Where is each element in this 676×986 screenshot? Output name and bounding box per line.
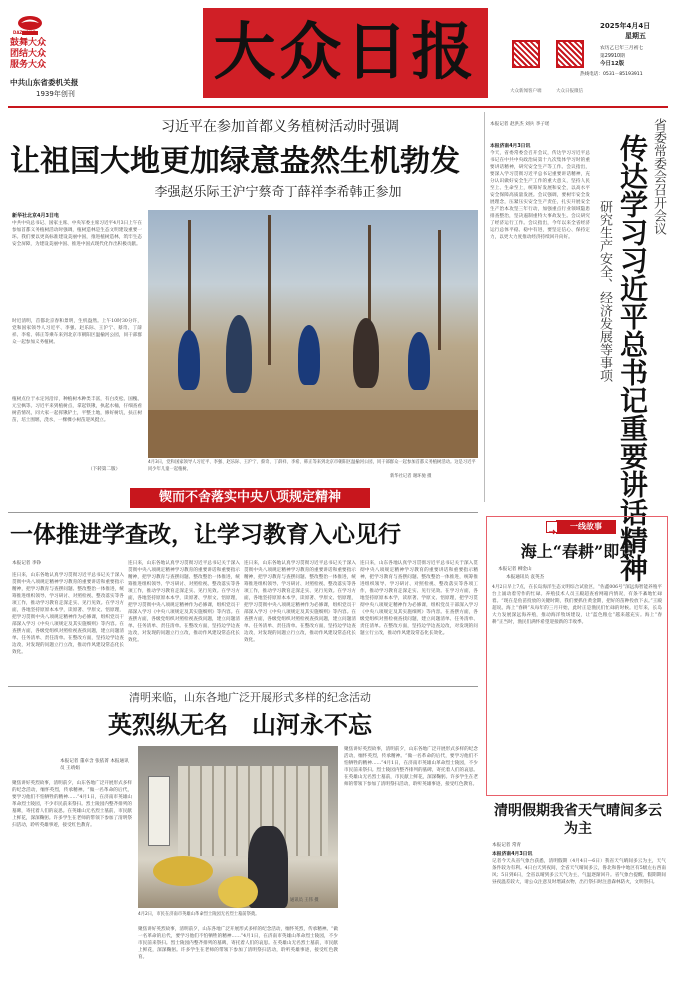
section-divider-2: [8, 686, 478, 687]
education-body-col1: 连日来，山东各地认真学习贯彻习近平总书记关于深入贯彻中央八项规定精神学习教育的重要讲话和重要指示精神，把学习教育与查摆问题、整改整治一体推进，统筹推进组织领导、学习研讨、对照检视、整改落实等各项工作，推动学习教育走深走实、见行见效。在学习方面，各地坚持原原本本学，读原著、学原文、悟原理，把学习贯彻中央八项规定精神作为必修课，组织党员干部深入学习《中央八项规定及其实施细则》等内容。在查摆方面，各级党组织对照检视查找问题，建立问题清单、任务清单、责任清单。在整改方面，坚持边学边查边改，对发现的问题立行立改，推动作风建设常态化长效化。: [12, 573, 124, 655]
weather-body: 记者今天从省气象台获悉，清明假期（4月4日—6日）我省天气晴间多云为主，天气条件较为有利。4日白天到夜间，全省天气晴间多云，鲁北和鲁中地区有5级左右西南风；5日到6日，全省以晴到多云天气为主，气温逐渐回升。省气象台提醒，假期期间昼夜温差较大，请公众注意及时增减衣物，出行祭扫时注意森林防火，文明祭扫。: [492, 859, 666, 885]
right-body: 今天，省委常委会召开会议，传达学习习近平总书记在中共中央政治局第十九次集体学习时的重要讲话精神，研究安全生产等工作。会议指出，要深入学习贯彻习近平总书记重要讲话精神，充分认识做好安全生产工作的重大意义，坚持人民至上、生命至上，统筹好发展和安全，以高水平安全保障高质量发展。会议强调，要树牢安全发展理念，压紧压实安全生产责任，扎实开展安全生产治本攻坚三年行动，加强重点行业领域隐患排查整治，坚决遏制重特大事故发生。会议研究了经济运行工作。会议指出，今年以来全省经济运行总体平稳、稳中有进，要坚定信心、保持定力，以更大力度推动经济持续回升向好。: [490, 151, 590, 240]
qr-code-app-icon: [512, 40, 540, 68]
slogan-3: 服务大众: [10, 60, 47, 70]
martyrs-body-col3: 聚焦讲好英烈故事，清明前夕，山东各地广泛开展形式多样的纪念活动，缅怀英烈，传承精神。“做一名革命的后代，要学习他们不怕牺牲的精神……”4月1日，在济南市英雄山革命烈士陵园，不少市民前来祭扫。烈士陵园内整齐排列的墓碑，寄托着人们的哀思。在英雄山无名烈士墓前，市民献上鲜花，深深鞠躬。许多学生在老师的带领下参加了清明祭扫活动，聆听英雄事迹，接受红色教育。: [344, 747, 478, 787]
spring-correspondent: 本报通讯员 袁英杰: [506, 575, 545, 580]
column-divider: [484, 112, 485, 502]
weather-headline: 清明假期我省天气晴间多云为主: [494, 803, 662, 837]
masthead: [0, 0, 676, 110]
issue-number: 第29910期: [600, 54, 625, 59]
education-headline: 一体推进学查改，让学习教育入心见行: [10, 521, 401, 548]
lunar-date: 农历乙巳年三月初七: [600, 46, 644, 51]
spring-reporter: 本报记者 柳金山: [498, 567, 532, 572]
qr-wechat-label: 大众日报微信: [556, 89, 583, 94]
lead-body-col1: 中共中央总书记、国家主席、中央军委主席习近平4月3日上午在参加首都义务植树活动时强调，植树造林是生态文明建设重要一环。我们要以更高标准建设美丽中国，推进植树造林，筑牢生态安全屏障，为建设美丽中国、推进中国式现代化作出积极贡献。: [12, 221, 142, 247]
lead-body-col3: 植树点位于永定河沿岸，种植树木种类丰富，有白皮松、国槐、元宝枫等。习近平来到植树点，拿起铁锹，执起水桶，仔细查看树苗情况，同大家一起挥锹铲土，平整土地，修好树坑，扶正树苗，培土围堰，浇水，一棵棵小树苗迎风挺立。: [12, 397, 142, 423]
weather-reporter: 本报记者 常青: [492, 843, 522, 848]
publisher-org: 中共山东省委机关报: [10, 78, 79, 87]
lead-kicker: 习近平在参加首都义务植树活动时强调: [161, 119, 399, 135]
martyrs-photo: [138, 746, 338, 908]
martyrs-body-col2: 聚焦讲好英烈故事，清明前夕，山东各地广泛开展形式多样的纪念活动，缅怀英烈，传承精神。“做一名革命的后代，要学习他们不怕牺牲的精神……”4月1日，在济南市英雄山革命烈士陵园，不少市民前来祭扫。烈士陵园内整齐排列的墓碑，寄托着人们的哀思。在英雄山无名烈士墓前，市民献上鲜花，深深鞠躬。许多学生在老师的带领下参加了清明祭扫活动，聆听英雄事迹，接受红色教育。: [138, 927, 338, 960]
education-body-col4: 连日来，山东各地认真学习贯彻习近平总书记关于深入贯彻中央八项规定精神学习教育的重要讲话和重要指示精神，把学习教育与查摆问题、整改整治一体推进，统筹推进组织领导、学习研讨、对照检视、整改落实等各项工作，推动学习教育走深走实、见行见效。在学习方面，各地坚持原原本本学，读原著、学原文、悟原理，把学习贯彻中央八项规定精神作为必修课，组织党员干部深入学习《中央八项规定及其实施细则》等内容。在查摆方面，各级党组织对照检视查找问题，建立问题清单、任务清单、责任清单。在整改方面，坚持边学边查边改，对发现的问题立行立改，推动作风建设常态化长效化。: [360, 561, 478, 636]
martyrs-headline: 英烈纵无名 山河永不忘: [108, 710, 372, 739]
issue-date: 2025年4月4日: [600, 22, 651, 30]
lead-continued: （下转第二版）: [88, 467, 121, 472]
education-body-col2: 连日来，山东各地认真学习贯彻习近平总书记关于深入贯彻中央八项规定精神学习教育的重要讲话和重要指示精神，把学习教育与查摆问题、整改整治一体推进，统筹推进组织领导、学习研讨、对照检视、整改落实等各项工作，推动学习教育走深走实、见行见效。在学习方面，各地坚持原原本本学，读原著、学原文、悟原理，把学习贯彻中央八项规定精神作为必修课，组织党员干部深入学习《中央八项规定及其实施细则》等内容。在查摆方面，各级党组织对照检视查找问题，建立问题清单、任务清单、责任清单。在整改方面，坚持边学边查边改，对发现的问题立行立改，推动作风建设常态化长效化。: [128, 561, 240, 643]
weather-dateline: 本报济南4月3日讯: [492, 852, 533, 857]
issue-weekday: 星期五: [625, 32, 646, 40]
education-body-col3: 连日来，山东各地认真学习贯彻习近平总书记关于深入贯彻中央八项规定精神学习教育的重要讲话和重要指示精神，把学习教育与查摆问题、整改整治一体推进，统筹推进组织领导、学习研讨、对照检视、整改落实等各项工作，推动学习教育走深走实、见行见效。在学习方面，各地坚持原原本本学，读原著、学原文、悟原理，把学习贯彻中央八项规定精神作为必修课，组织党员干部深入学习《中央八项规定及其实施细则》等内容。在查摆方面，各级党组织对照检视查找问题，建立问题清单、任务清单、责任清单。在整改方面，坚持边学边查边改，对发现的问题立行立改，推动作风建设常态化长效化。: [244, 561, 356, 643]
page-count: 今日12版: [600, 61, 625, 67]
founded-year: 1939年创刊: [36, 90, 75, 98]
education-reporters: 本报记者 李铮: [12, 561, 42, 566]
masthead-divider: [8, 106, 668, 108]
discipline-banner-text: 锲而不舍落实中央八项规定精神: [158, 490, 341, 505]
lead-photo-caption: 4月3日，党和国家领导人习近平、李强、赵乐际、王沪宁、蔡奇、丁薛祥、李希、韩正等来到北京市朝阳区温榆河公园，同干部群众一起参加首都义务植树活动。这是习近平同少年儿童一起植树。: [148, 460, 476, 472]
lead-subhead: 李强赵乐际王沪宁蔡奇丁薛祥李希韩正参加: [154, 185, 402, 200]
section-divider-1: [8, 512, 478, 513]
slogan-2: 团结大众: [10, 49, 47, 59]
lead-headline: 让祖国大地更加绿意盎然生机勃发: [10, 144, 460, 179]
newspaper-title: 大众日报: [213, 15, 478, 88]
right-reporters: 本报记者 赵洪杰 刘兵 李子瑶: [490, 122, 550, 127]
logo-label: DAZHONG: [13, 30, 36, 35]
lead-body-col2: 时近清明，首都北京春和景明，生机盎然。上午10时30分许，党和国家领导人习近平、李强、赵乐际、王沪宁、蔡奇、丁薛祥、李希、韩正等乘车来到北京市朝阳区温榆河公园，同干部群众一起参加义务植树。: [12, 319, 142, 345]
right-headline: 传达学习习近平总书记重要讲话精神: [616, 134, 649, 582]
right-subhead: 研究生产安全、经济发展等事项: [597, 200, 612, 382]
hotline: 热线电话：0531－85193911: [580, 72, 643, 77]
qr-app-label: 大众新闻客户端: [510, 89, 542, 94]
martyrs-kicker: 清明来临，山东各地广泛开展形式多样的纪念活动: [129, 691, 371, 704]
slogan-1: 鼓舞大众: [10, 38, 47, 48]
spring-headline: 海上“春耕”即景: [520, 542, 636, 561]
martyrs-reporters: 本报记者 董卓含 张依菁 本报通讯员 王靖娟: [60, 759, 129, 771]
right-kicker: 省委常委会召开会议: [651, 118, 666, 235]
martyrs-body-col1: 聚焦讲好英烈故事，清明前夕，山东各地广泛开展形式多样的纪念活动，缅怀英烈，传承精神。“做一名革命的后代，要学习他们不怕牺牲的精神……”4月1日，在济南市英雄山革命烈士陵园，不少市民前来祭扫。烈士陵园内整齐排列的墓碑，寄托着人们的哀思。在英雄山无名烈士墓前，市民献上鲜花，深深鞠躬。许多学生在老师的带领下参加了清明祭扫活动，聆听英雄事迹，接受红色教育。: [12, 781, 132, 828]
qr-code-wechat-icon: [556, 40, 584, 68]
martyrs-photo-credit: 通讯员 王伟 摄: [290, 898, 319, 903]
lead-photo: [148, 210, 478, 458]
lead-byline: 新华社北京4月3日电: [12, 213, 59, 219]
spring-body: 4月2日早上7点，在长岛海洋生态文明综合试验区，“佐鑫006号”深远海智能养殖平台上涌动着劳作的忙碌。养殖技术人员王殿超查看网箱内情况，有条不紊地忙碌着。“现在是鱼苗投放的关键时期，我们要抓住黄金期，把好的苗种投放下去。”王殿超说。海上“春耕”从每年的三月开始，此时正是渔民们忙碌的时候。近年来，长岛大力发展深远海养殖，推动海洋牧场建设，让“蓝色粮仓”越来越充实。海上“春耕”正当时，渔民们满怀希望迎接新的丰收季。: [492, 585, 662, 625]
martyrs-photo-caption: 4月2日，市民在济南市英雄山革命烈士陵园无名烈士墓前祭奠。: [138, 912, 260, 917]
frontline-badge-text: 一线故事: [570, 522, 602, 531]
lead-photo-credit: 新华社记者 谢环驰 摄: [390, 474, 432, 479]
right-dateline: 本报济南4月3日讯: [490, 144, 531, 149]
